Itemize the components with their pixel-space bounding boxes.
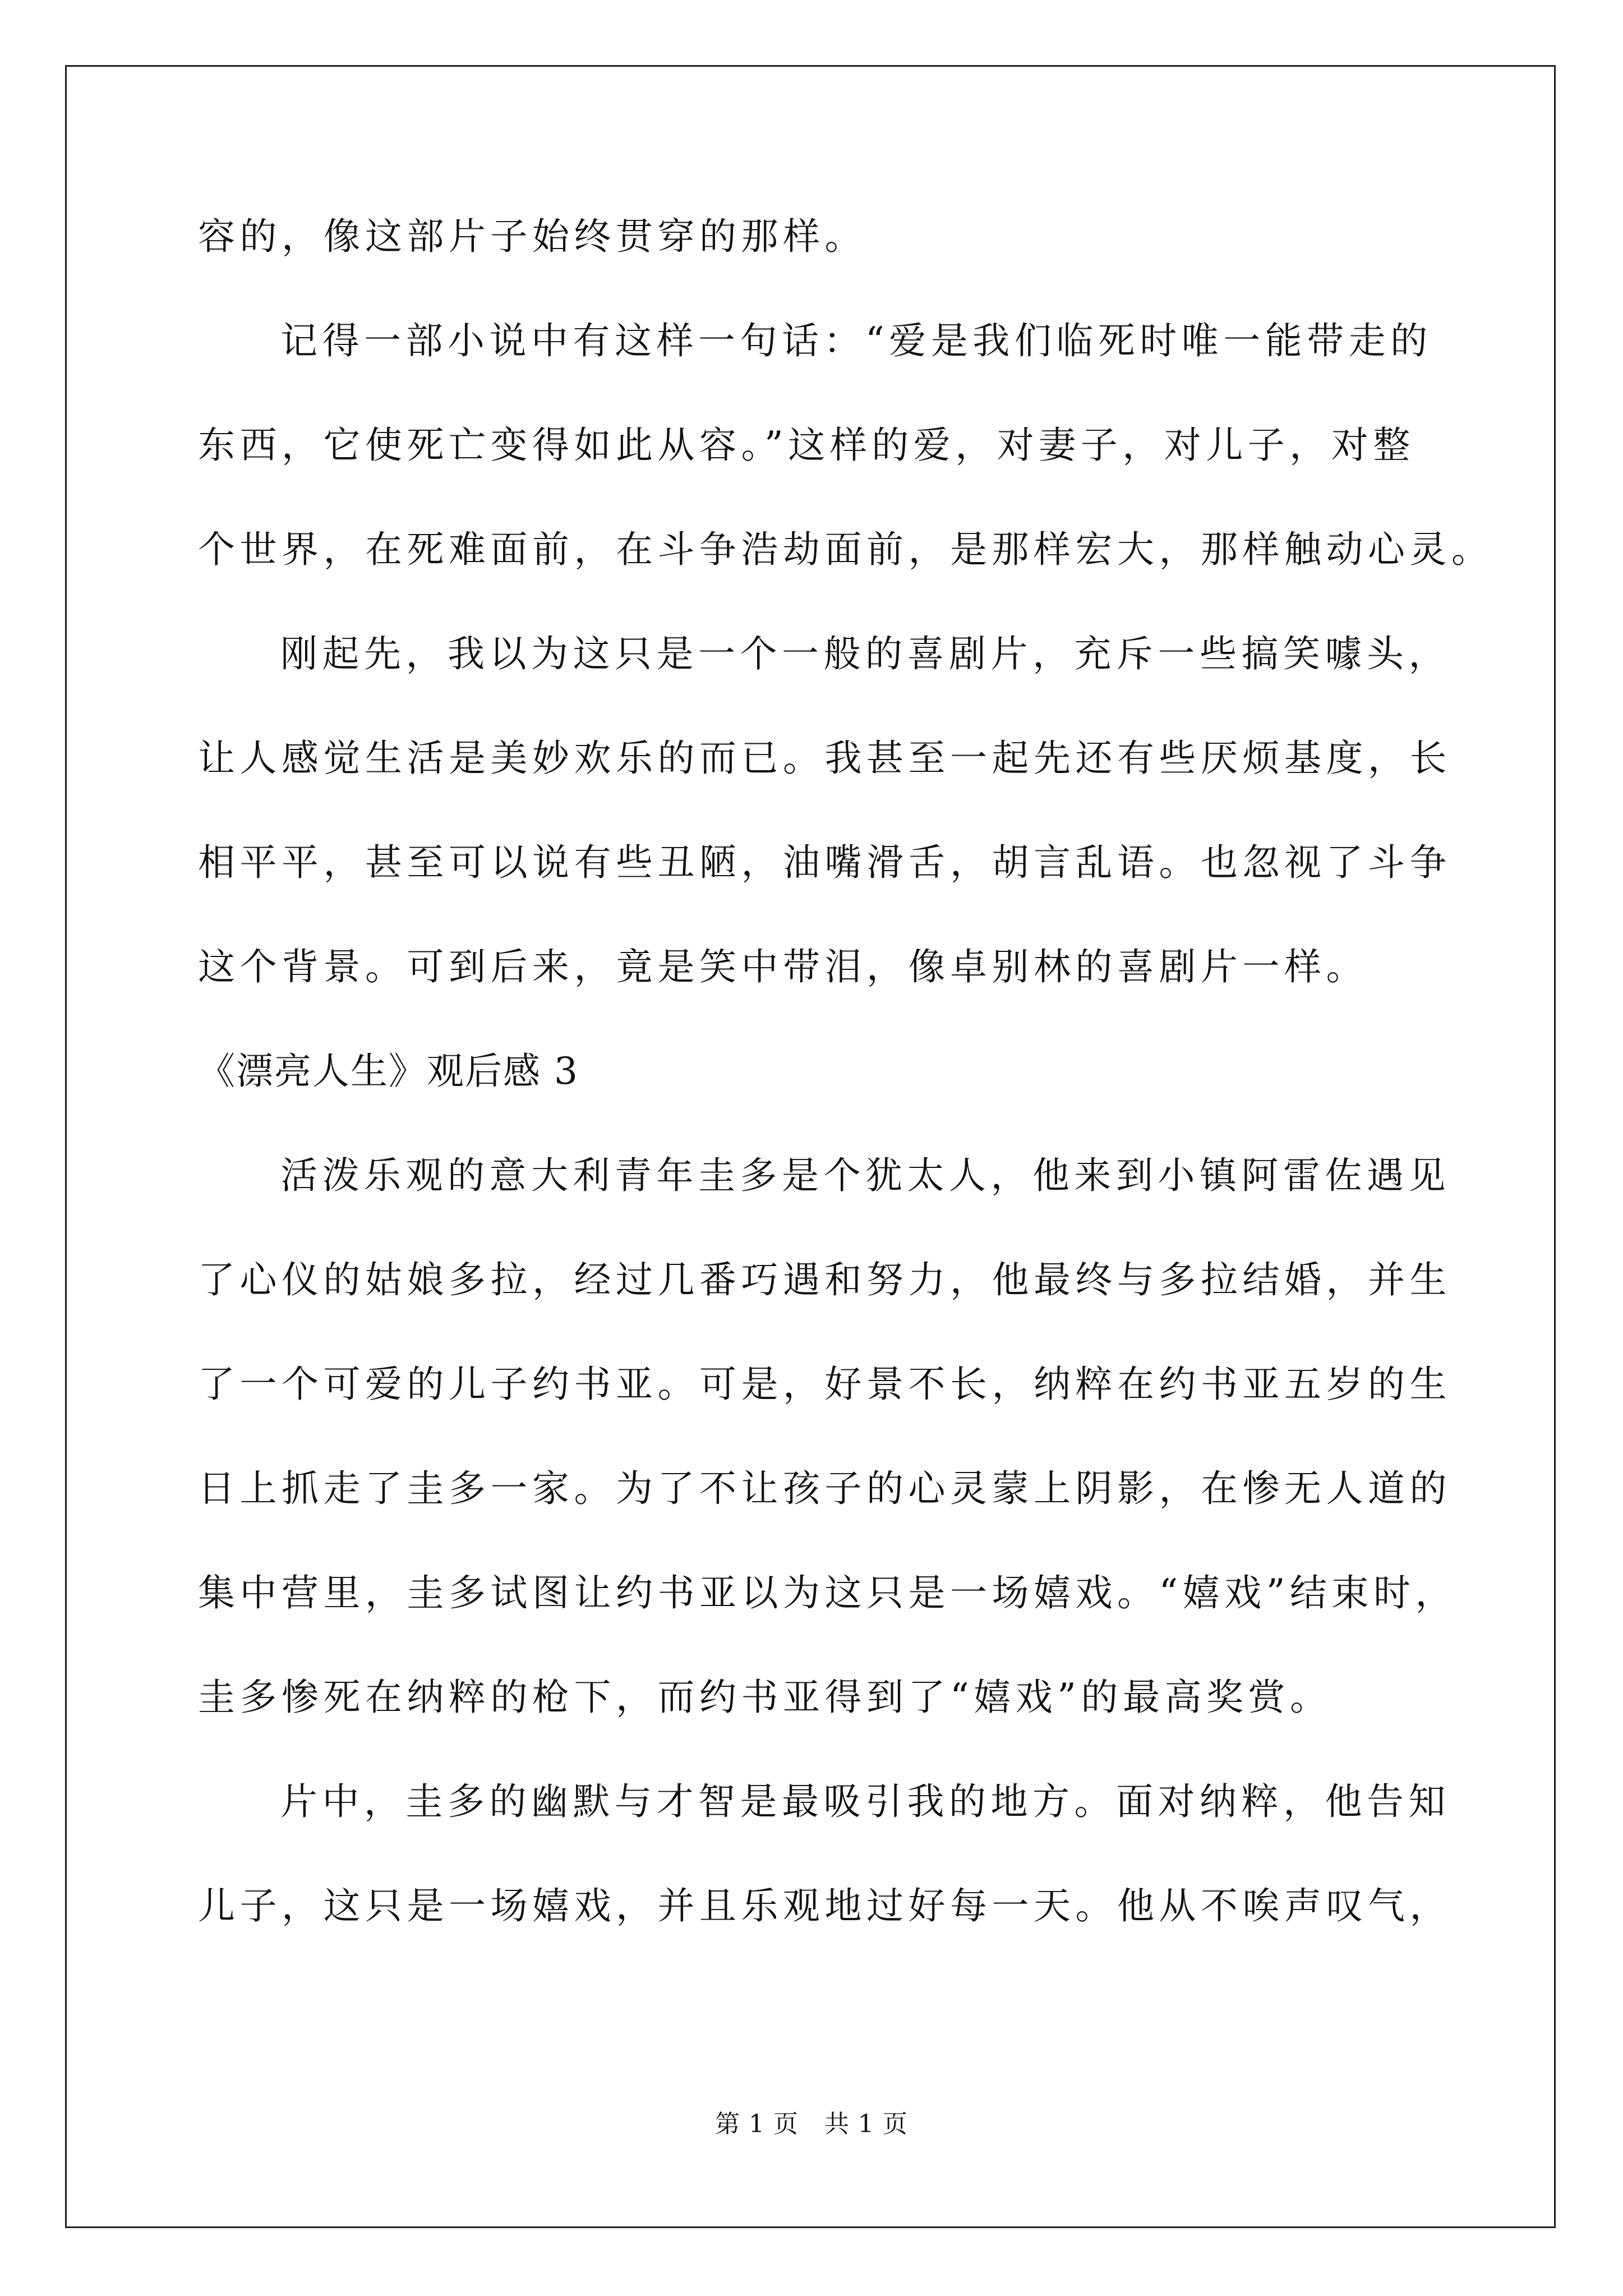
text-line: 让人感觉生活是美妙欢乐的而已。我甚至一起先还有些厌烦基度，长 bbox=[198, 737, 1451, 780]
text-line: 个世界，在死难面前，在斗争浩劫面前，是那样宏大，那样触动心灵。 bbox=[198, 528, 1493, 571]
text-line: 活泼乐观的意大利青年圭多是个犹太人，他来到小镇阿雷佐遇见 bbox=[280, 1154, 1450, 1197]
text-line: 记得一部小说中有这样一句话：“爱是我们临死时唯一能带走的 bbox=[280, 319, 1432, 362]
section-heading: 《漂亮人生》观后感 3 bbox=[198, 1050, 579, 1093]
text-line: 刚起先，我以为这只是一个一般的喜剧片，充斥一些搞笑噱头， bbox=[280, 632, 1450, 675]
text-line: 片中，圭多的幽默与才智是最吸引我的地方。面对纳粹，他告知 bbox=[280, 1780, 1450, 1823]
text-line: 了心仪的姑娘多拉，经过几番巧遇和努力，他最终与多拉结婚，并生 bbox=[198, 1258, 1451, 1301]
text-line: 儿子，这只是一场嬉戏，并且乐观地过好每一天。他从不唉声叹气， bbox=[198, 1884, 1451, 1927]
text-line: 日上抓走了圭多一家。为了不让孩子的心灵蒙上阴影，在惨无人道的 bbox=[198, 1467, 1451, 1510]
text-line: 这个背景。可到后来，竟是笑中带泪，像卓别林的喜剧片一样。 bbox=[198, 945, 1368, 988]
page-number: 第 1 页 bbox=[715, 2110, 799, 2138]
text-line: 了一个可爱的儿子约书亚。可是，好景不长，纳粹在约书亚五岁的生 bbox=[198, 1363, 1451, 1406]
text-line: 容的，像这部片子始终贯穿的那样。 bbox=[198, 215, 866, 258]
document-body bbox=[198, 210, 1493, 1984]
page-footer bbox=[0, 2108, 1623, 2141]
text-line: 圭多惨死在纳粹的枪下，而约书亚得到了“嬉戏”的最高奖赏。 bbox=[198, 1676, 1332, 1719]
text-line: 东西，它使死亡变得如此从容。”这样的爱，对妻子，对儿子，对整 bbox=[198, 424, 1415, 467]
page-total: 共 1 页 bbox=[824, 2110, 908, 2138]
text-line: 相平平，甚至可以说有些丑陋，油嘴滑舌，胡言乱语。也忽视了斗争 bbox=[198, 841, 1451, 884]
text-line: 集中营里，圭多试图让约书亚以为这只是一场嬉戏。“嬉戏”结束时， bbox=[198, 1571, 1457, 1614]
